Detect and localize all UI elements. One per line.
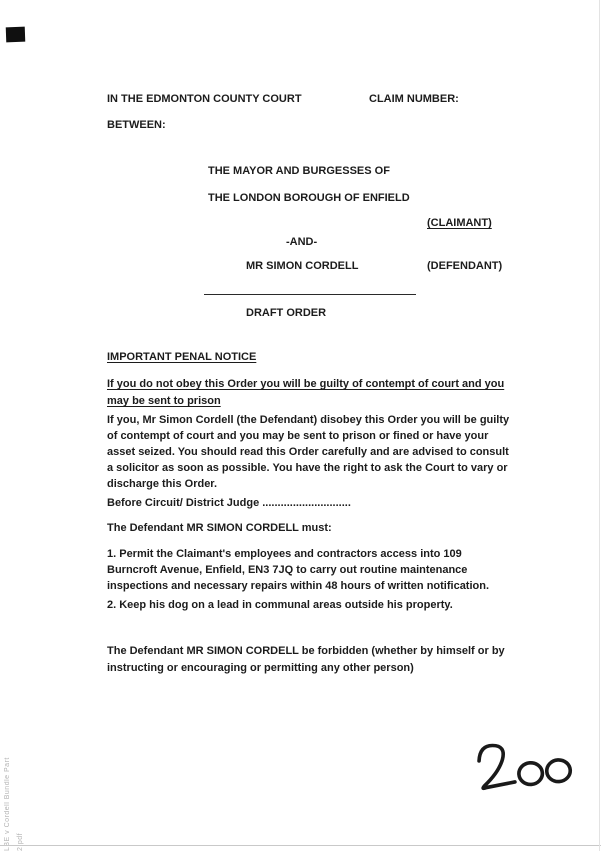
order-item-2: 2. Keep his dog on a lead in communal areas outside his property. xyxy=(107,599,453,611)
claim-number-label: CLAIM NUMBER: xyxy=(369,93,459,105)
penal-notice-heading: IMPORTANT PENAL NOTICE xyxy=(107,351,257,363)
scan-right-edge-line xyxy=(599,0,600,851)
defendant-must-intro: The Defendant MR SIMON CORDELL must: xyxy=(107,522,332,534)
order-item-1: 1. Permit the Claimant's employees and contractors access into 109 Burncroft Avenue, Enfield, EN3 7JQ to carry out routine maintenance inspections and necessary repairs within 48 hours of written notification. xyxy=(107,548,490,592)
penal-notice-warning: If you do not obey this Order you will be guilty of contempt of court and you may be sent to prison xyxy=(107,378,505,407)
handwritten-200-strokes xyxy=(468,734,578,797)
and-separator: -AND- xyxy=(286,236,318,248)
handwritten-page-number xyxy=(468,734,578,801)
claimant-role-label: (CLAIMANT) xyxy=(427,217,492,229)
defendant-role-label: (DEFENDANT) xyxy=(427,260,503,272)
document-title: DRAFT ORDER xyxy=(246,307,327,319)
claimant-name-line-1: THE MAYOR AND BURGESSES OF xyxy=(208,165,390,177)
defendant-forbidden-intro: The Defendant MR SIMON CORDELL be forbidden (whether by himself or by instructing or encouraging or permitting any other person) xyxy=(107,645,505,674)
scan-corner-mark xyxy=(6,27,26,43)
scan-edge-filename: LBE v Cordell Bundle Part 2.pdf xyxy=(4,757,24,851)
scan-bottom-edge-line xyxy=(0,845,601,846)
court-name: IN THE EDMONTON COUNTY COURT xyxy=(107,93,302,105)
between-label: BETWEEN: xyxy=(107,119,166,131)
party-section-divider xyxy=(204,294,416,295)
claimant-name-line-2: THE LONDON BOROUGH OF ENFIELD xyxy=(208,192,410,204)
defendant-name: MR SIMON CORDELL xyxy=(246,260,359,272)
before-judge-line: Before Circuit/ District Judge ............................. xyxy=(107,497,351,509)
penal-notice-body: If you, Mr Simon Cordell (the Defendant) disobey this Order you will be guilty of contempt of court and you may be sent to prison or fined or have your asset seized. You should read this Order carefully and are advised to consult a solicitor as soon as possible. You have the right to ask the Court to vary or discharge this Order. xyxy=(107,414,510,490)
